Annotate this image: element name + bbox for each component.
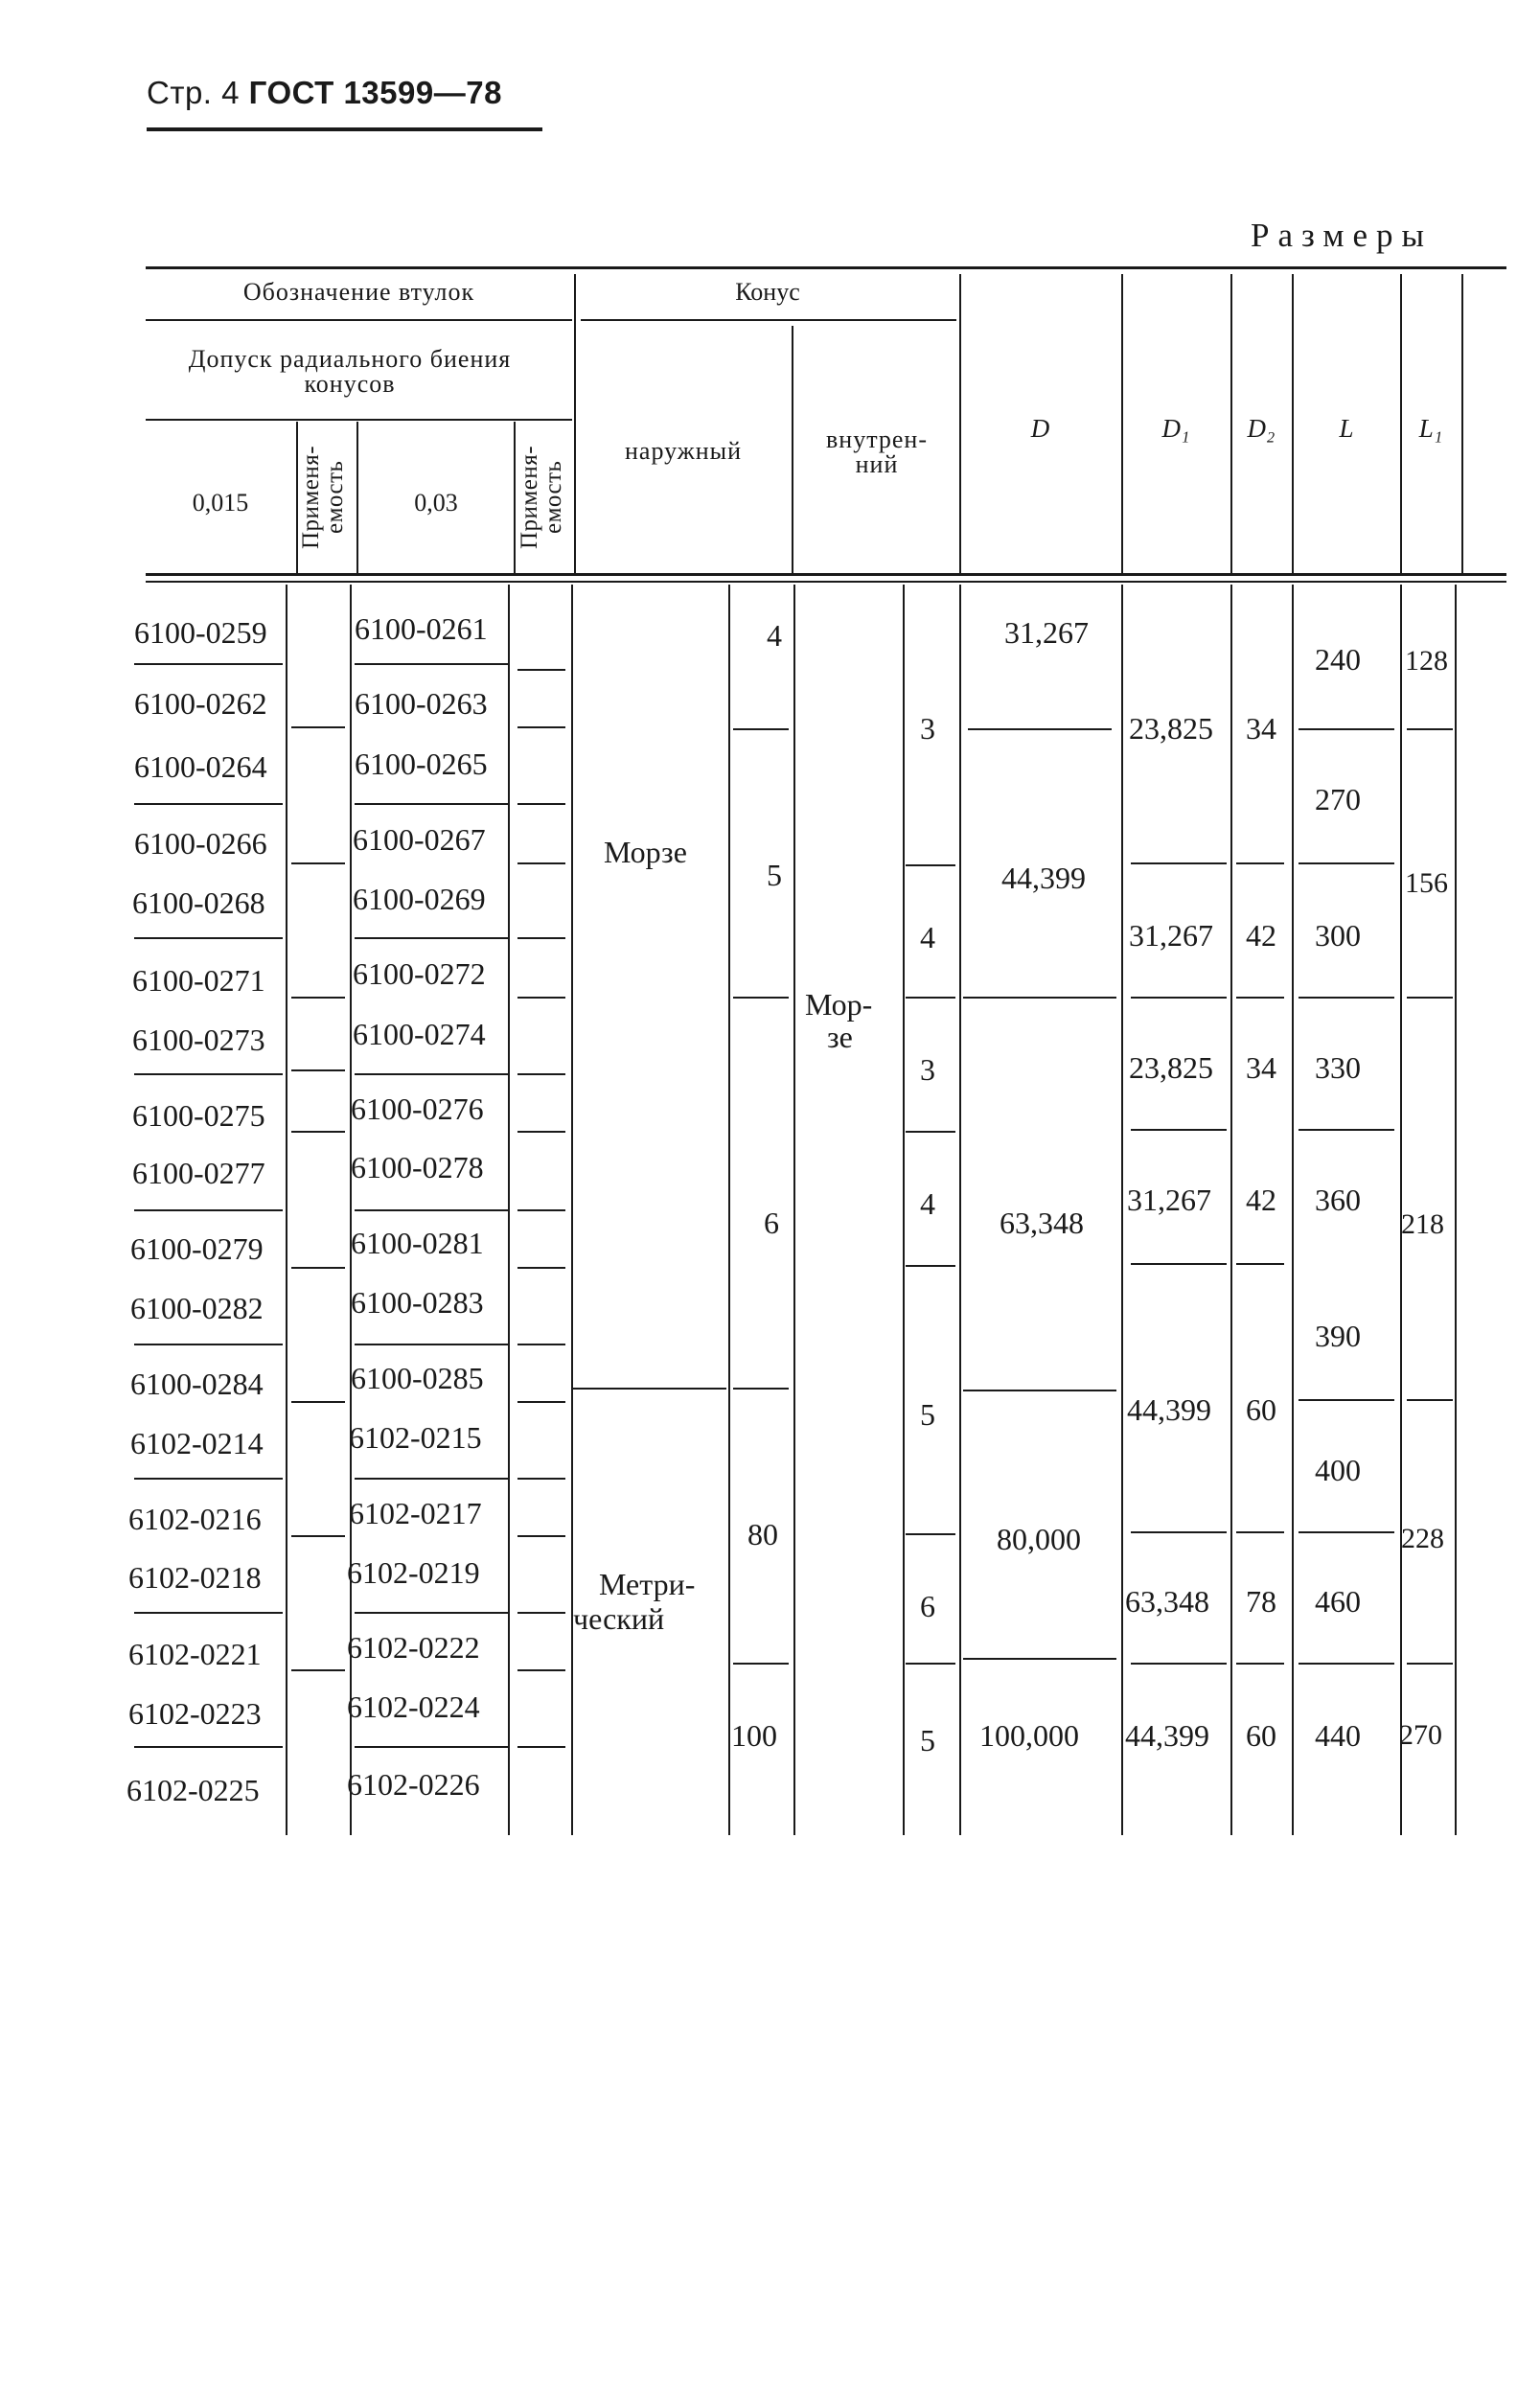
D2-value-d: 42 xyxy=(1246,1183,1276,1217)
L-divider xyxy=(1299,862,1394,864)
inner-size-divider xyxy=(906,997,955,999)
header-applicability-2: Применя-емость xyxy=(517,445,566,550)
header-L1: L₁ xyxy=(1418,414,1443,443)
outer-size-divider xyxy=(733,1663,789,1665)
designation-a-row-8: 6100-0275 xyxy=(132,1098,265,1133)
inner-size-divider xyxy=(906,1131,955,1133)
D1-value-a: 23,825 xyxy=(1129,711,1213,746)
designation-b-row-3: 6100-0265 xyxy=(355,747,488,781)
L-value-b: 270 xyxy=(1315,782,1361,816)
designation-b-row-8: 6100-0276 xyxy=(351,1092,484,1126)
L-divider xyxy=(1299,1129,1394,1131)
D2-value-b: 42 xyxy=(1246,918,1276,953)
inner-size-divider xyxy=(906,864,955,866)
inner-type-morse-2: зе xyxy=(827,1020,853,1054)
L-value-d: 330 xyxy=(1315,1050,1361,1085)
D-value-4: 80,000 xyxy=(997,1522,1081,1556)
D-divider xyxy=(963,1390,1116,1391)
D1-divider xyxy=(1131,997,1227,999)
header-tol-0015: 0,015 xyxy=(192,489,249,517)
designation-b-row-4: 6100-0267 xyxy=(353,822,486,857)
D1-value-g: 44,399 xyxy=(1125,1718,1209,1753)
outer-size-divider xyxy=(733,728,789,730)
D2-value-c: 34 xyxy=(1246,1050,1276,1085)
outer-size-4: 4 xyxy=(767,618,782,653)
header-inner: внутрен-ний xyxy=(826,425,928,478)
L-divider xyxy=(1299,997,1394,999)
D2-value-a: 34 xyxy=(1246,711,1276,746)
D1-value-c: 23,825 xyxy=(1129,1050,1213,1085)
designation-a-row-5: 6100-0268 xyxy=(132,885,265,920)
outer-size-80: 80 xyxy=(747,1517,778,1551)
L-divider xyxy=(1299,1663,1394,1665)
outer-type-divider xyxy=(573,1388,726,1390)
L1-divider xyxy=(1407,728,1453,730)
L-value-g: 400 xyxy=(1315,1453,1361,1487)
D2-divider xyxy=(1236,862,1284,864)
inner-type-morse-1: Мор- xyxy=(805,987,873,1022)
designation-a-row-15: 6102-0218 xyxy=(128,1560,262,1595)
outer-type-metric-1: Метри- xyxy=(599,1567,696,1601)
inner-size-3b: 3 xyxy=(920,1052,935,1087)
designation-b-row-6: 6100-0272 xyxy=(353,956,486,991)
outer-type-morse: Морзе xyxy=(604,835,687,869)
designation-a-row-11: 6100-0282 xyxy=(130,1291,264,1325)
D-value-2: 44,399 xyxy=(1001,861,1086,895)
inner-size-divider xyxy=(906,1533,955,1535)
designation-a-row-6: 6100-0271 xyxy=(132,963,265,998)
designation-b-row-1: 6100-0261 xyxy=(355,611,488,646)
D2-divider xyxy=(1236,1263,1284,1265)
outer-size-100: 100 xyxy=(731,1718,777,1753)
header-tolerance: Допуск радиального биения конусов xyxy=(188,345,512,398)
D1-value-f: 63,348 xyxy=(1125,1584,1209,1619)
D2-divider xyxy=(1236,1663,1284,1665)
D2-divider xyxy=(1236,997,1284,999)
designation-a-row-7: 6100-0273 xyxy=(132,1023,265,1057)
outer-size-divider xyxy=(733,997,789,999)
L1-value-e: 270 xyxy=(1399,1719,1442,1751)
L1-divider xyxy=(1407,1399,1453,1401)
inner-size-6: 6 xyxy=(920,1589,935,1623)
inner-size-5a: 5 xyxy=(920,1397,935,1432)
designation-a-row-10: 6100-0279 xyxy=(130,1231,264,1266)
header-D: D xyxy=(1030,414,1050,443)
designation-a-row-17: 6102-0223 xyxy=(128,1696,262,1731)
L1-divider xyxy=(1407,997,1453,999)
L-divider xyxy=(1299,1399,1394,1401)
header-D2: D₂ xyxy=(1247,414,1276,443)
D1-divider xyxy=(1131,862,1227,864)
L-divider xyxy=(1299,1531,1394,1533)
header-outer: наружный xyxy=(624,437,743,465)
header-tol-003: 0,03 xyxy=(414,489,458,517)
D2-value-e: 60 xyxy=(1246,1392,1276,1427)
designation-b-row-18: 6102-0226 xyxy=(347,1767,480,1802)
D-divider xyxy=(963,997,1116,999)
header-L: L xyxy=(1339,414,1354,443)
inner-size-4a: 4 xyxy=(920,920,935,954)
inner-size-divider xyxy=(906,1663,955,1665)
designation-a-row-3: 6100-0264 xyxy=(134,749,267,784)
L-divider xyxy=(1299,728,1394,730)
designation-b-row-13: 6102-0215 xyxy=(349,1420,482,1455)
header-cone: Конус xyxy=(735,278,800,306)
designation-b-row-12: 6100-0285 xyxy=(351,1361,484,1395)
designation-b-row-14: 6102-0217 xyxy=(349,1496,482,1530)
D-divider xyxy=(968,728,1112,730)
inner-size-3a: 3 xyxy=(920,711,935,746)
L1-value-c: 218 xyxy=(1401,1208,1444,1240)
D1-value-b: 31,267 xyxy=(1129,918,1213,953)
dimensions-label: Размеры xyxy=(1251,217,1434,254)
outer-size-6: 6 xyxy=(764,1206,779,1240)
D1-divider xyxy=(1131,1129,1227,1131)
inner-size-5b: 5 xyxy=(920,1723,935,1758)
page-number: Стр. 4 xyxy=(147,75,240,110)
designation-b-row-11: 6100-0283 xyxy=(351,1285,484,1320)
header-applicability-1: Применя-емость xyxy=(298,445,348,550)
designation-a-row-12: 6100-0284 xyxy=(130,1367,264,1401)
inner-size-4b: 4 xyxy=(920,1186,935,1221)
designation-a-row-13: 6102-0214 xyxy=(130,1426,264,1460)
designation-b-row-2: 6100-0263 xyxy=(355,686,488,721)
D2-divider xyxy=(1236,1531,1284,1533)
designation-b-row-10: 6100-0281 xyxy=(351,1226,484,1260)
outer-type-metric-2: ческий xyxy=(573,1601,665,1636)
header-D1: D₁ xyxy=(1161,414,1190,443)
designation-b-row-9: 6100-0278 xyxy=(351,1150,484,1184)
D1-divider xyxy=(1131,1531,1227,1533)
D1-divider xyxy=(1131,1263,1227,1265)
L-value-f: 390 xyxy=(1315,1319,1361,1353)
D1-value-e: 44,399 xyxy=(1127,1392,1211,1427)
L-value-a: 240 xyxy=(1315,642,1361,677)
designation-a-row-9: 6100-0277 xyxy=(132,1156,265,1190)
L-value-h: 460 xyxy=(1315,1584,1361,1619)
outer-size-5: 5 xyxy=(767,858,782,892)
designation-a-row-18: 6102-0225 xyxy=(126,1773,260,1807)
L-value-c: 300 xyxy=(1315,918,1361,953)
designation-b-row-5: 6100-0269 xyxy=(353,882,486,916)
designation-a-row-2: 6100-0262 xyxy=(134,686,267,721)
D-value-1: 31,267 xyxy=(1004,615,1089,650)
designation-b-row-17: 6102-0224 xyxy=(347,1689,480,1724)
designation-a-row-14: 6102-0216 xyxy=(128,1502,262,1536)
designation-a-row-4: 6100-0266 xyxy=(134,826,267,861)
D-value-5: 100,000 xyxy=(979,1718,1079,1753)
L1-value-d: 228 xyxy=(1401,1523,1444,1554)
D1-value-d: 31,267 xyxy=(1127,1183,1211,1217)
D2-value-g: 60 xyxy=(1246,1718,1276,1753)
L1-value-b: 156 xyxy=(1405,867,1448,899)
header-designation: Обозначение втулок xyxy=(242,278,475,306)
D1-divider xyxy=(1131,1663,1227,1665)
D-value-3: 63,348 xyxy=(1000,1206,1084,1240)
L-value-e: 360 xyxy=(1315,1183,1361,1217)
L-value-i: 440 xyxy=(1315,1718,1361,1753)
designation-b-row-16: 6102-0222 xyxy=(347,1630,480,1665)
outer-size-divider xyxy=(733,1388,789,1390)
D2-value-f: 78 xyxy=(1246,1584,1276,1619)
D-divider xyxy=(963,1658,1116,1660)
designation-b-row-15: 6102-0219 xyxy=(347,1555,480,1590)
designation-a-row-16: 6102-0221 xyxy=(128,1637,262,1671)
inner-size-divider xyxy=(906,1265,955,1267)
standard-number: ГОСТ 13599—78 xyxy=(248,75,502,110)
L1-divider xyxy=(1407,1663,1453,1665)
L1-value-a: 128 xyxy=(1405,645,1448,677)
designation-a-row-1: 6100-0259 xyxy=(134,615,267,650)
designation-b-row-7: 6100-0274 xyxy=(353,1017,486,1051)
